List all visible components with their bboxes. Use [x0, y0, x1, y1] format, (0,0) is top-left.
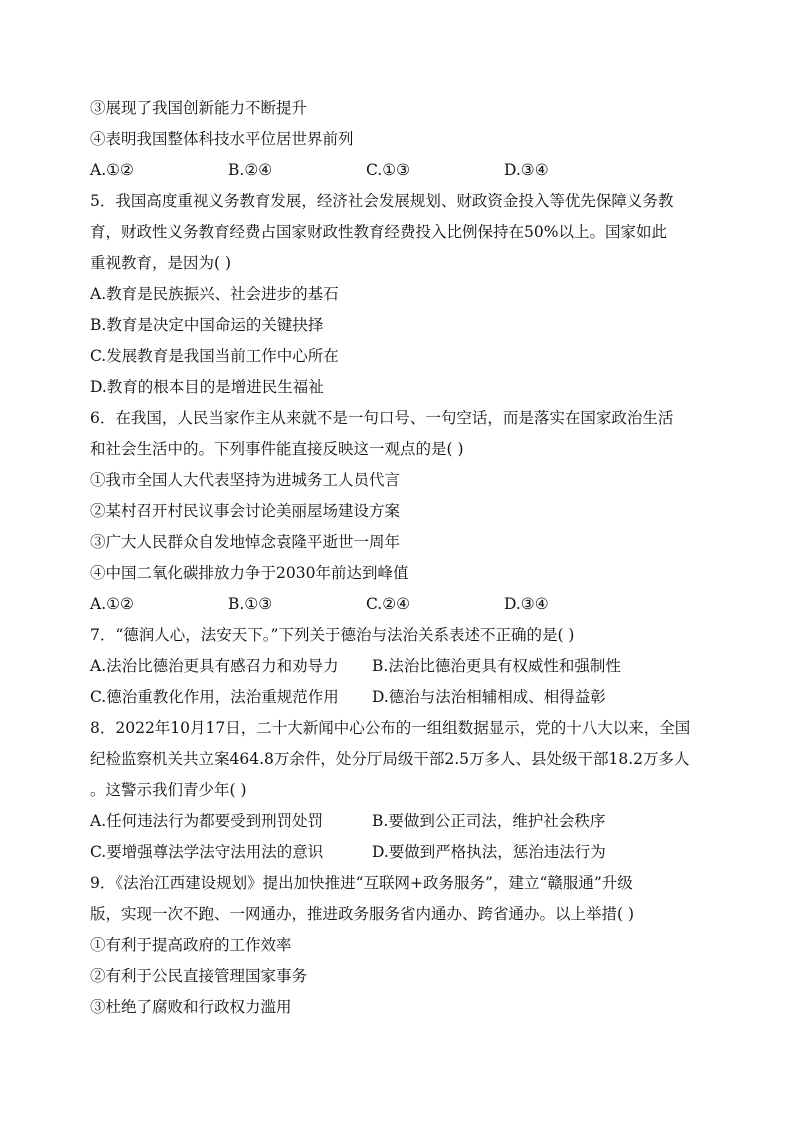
- q9-stem-line-1: 9．《法治江西建设规划》提出加快推进“互联网+政务服务”，建立“赣服通”升级: [90, 874, 633, 892]
- q8-option-b: B.要做到公正司法，维护社会秩序: [372, 812, 606, 830]
- q6-item-3: ③广大人民群众自发地悼念袁隆平逝世一周年: [90, 533, 401, 551]
- q4-option-c: C.①③: [366, 161, 411, 179]
- q6-item-2: ②某村召开村民议事会讨论美丽屋场建设方案: [90, 502, 401, 520]
- q6-option-d: D.③④: [504, 595, 549, 613]
- q5-stem-line-1: 5．我国高度重视义务教育发展，经济社会发展规划、财政资金投入等优先保障义务教: [90, 192, 674, 210]
- q8-stem-line-1: 8．2022年10月17日，二十大新闻中心公布的一组组数据显示，党的十八大以来，全国: [90, 719, 691, 737]
- q7-stem: 7．“德润人心，法安天下。”下列关于德治与法治关系表述不正确的是( ): [90, 626, 575, 644]
- q5-stem-line-3: 重视教育，是因为( ): [90, 254, 232, 272]
- q5-option-a: A.教育是民族振兴、社会进步的基石: [90, 285, 339, 303]
- q9-item-3: ③杜绝了腐败和行政权力滥用: [90, 998, 292, 1016]
- q5-stem-line-2: 育，财政性义务教育经费占国家财政性教育经费投入比例保持在50%以上。国家如此: [90, 223, 667, 241]
- q7-option-a: A.法治比德治更具有感召力和劝导力: [90, 657, 339, 675]
- q6-option-b: B.①③: [228, 595, 273, 613]
- q9-item-1: ①有利于提高政府的工作效率: [90, 936, 292, 954]
- q4-option-a: A.①②: [90, 161, 134, 179]
- q7-option-b: B.法治比德治更具有权威性和强制性: [372, 657, 621, 675]
- exam-content: [90, 93, 710, 1023]
- q6-options: [90, 589, 710, 620]
- q8-option-d: D.要做到严格执法，惩治违法行为: [372, 843, 606, 861]
- q5-option-b: B.教育是决定中国命运的关键抉择: [90, 316, 324, 334]
- q5-option-d: D.教育的根本目的是增进民生福祉: [90, 378, 324, 396]
- q4-option-d: D.③④: [504, 161, 549, 179]
- q4-option-b: B.②④: [228, 161, 273, 179]
- q8-option-a: A.任何违法行为都要受到刑罚处罚: [90, 812, 324, 830]
- q8-options-row-1: [90, 806, 710, 837]
- q4-item-4: ④表明我国整体科技水平位居世界前列: [90, 130, 354, 148]
- q9-item-2: ②有利于公民直接管理国家事务: [90, 967, 308, 985]
- q7-options-row-1: [90, 651, 710, 682]
- q8-stem-line-2: 纪检监察机关共立案464.8万余件，处分厅局级干部2.5万多人、县处级干部18.2万多人: [90, 750, 690, 768]
- q5-option-c: C.发展教育是我国当前工作中心所在: [90, 347, 339, 365]
- q8-option-c: C.要增强尊法学法守法用法的意识: [90, 843, 324, 861]
- q6-option-a: A.①②: [90, 595, 134, 613]
- q8-options-row-2: [90, 837, 710, 868]
- q6-item-4: ④中国二氧化碳排放力争于2030年前达到峰值: [90, 564, 409, 582]
- q8-stem-line-3: 。这警示我们青少年( ): [90, 781, 247, 799]
- q6-item-1: ①我市全国人大代表坚持为进城务工人员代言: [90, 471, 401, 489]
- q4-item-3: ③展现了我国创新能力不断提升: [90, 99, 308, 117]
- q7-option-d: D.德治与法治相辅相成、相得益彰: [372, 688, 606, 706]
- q4-options: [90, 155, 710, 186]
- q7-options-row-2: [90, 682, 710, 713]
- q9-stem-line-2: 版，实现一次不跑、一网通办，推进政务服务省内通办、跨省通办。以上举措( ): [90, 905, 635, 923]
- q6-stem-line-2: 和社会生活中的。下列事件能直接反映这一观点的是( ): [90, 440, 464, 458]
- q7-option-c: C.德治重教化作用，法治重规范作用: [90, 688, 339, 706]
- q6-option-c: C.②④: [366, 595, 411, 613]
- q6-stem-line-1: 6．在我国，人民当家作主从来就不是一句口号、一句空话，而是落实在国家政治生活: [90, 409, 674, 427]
